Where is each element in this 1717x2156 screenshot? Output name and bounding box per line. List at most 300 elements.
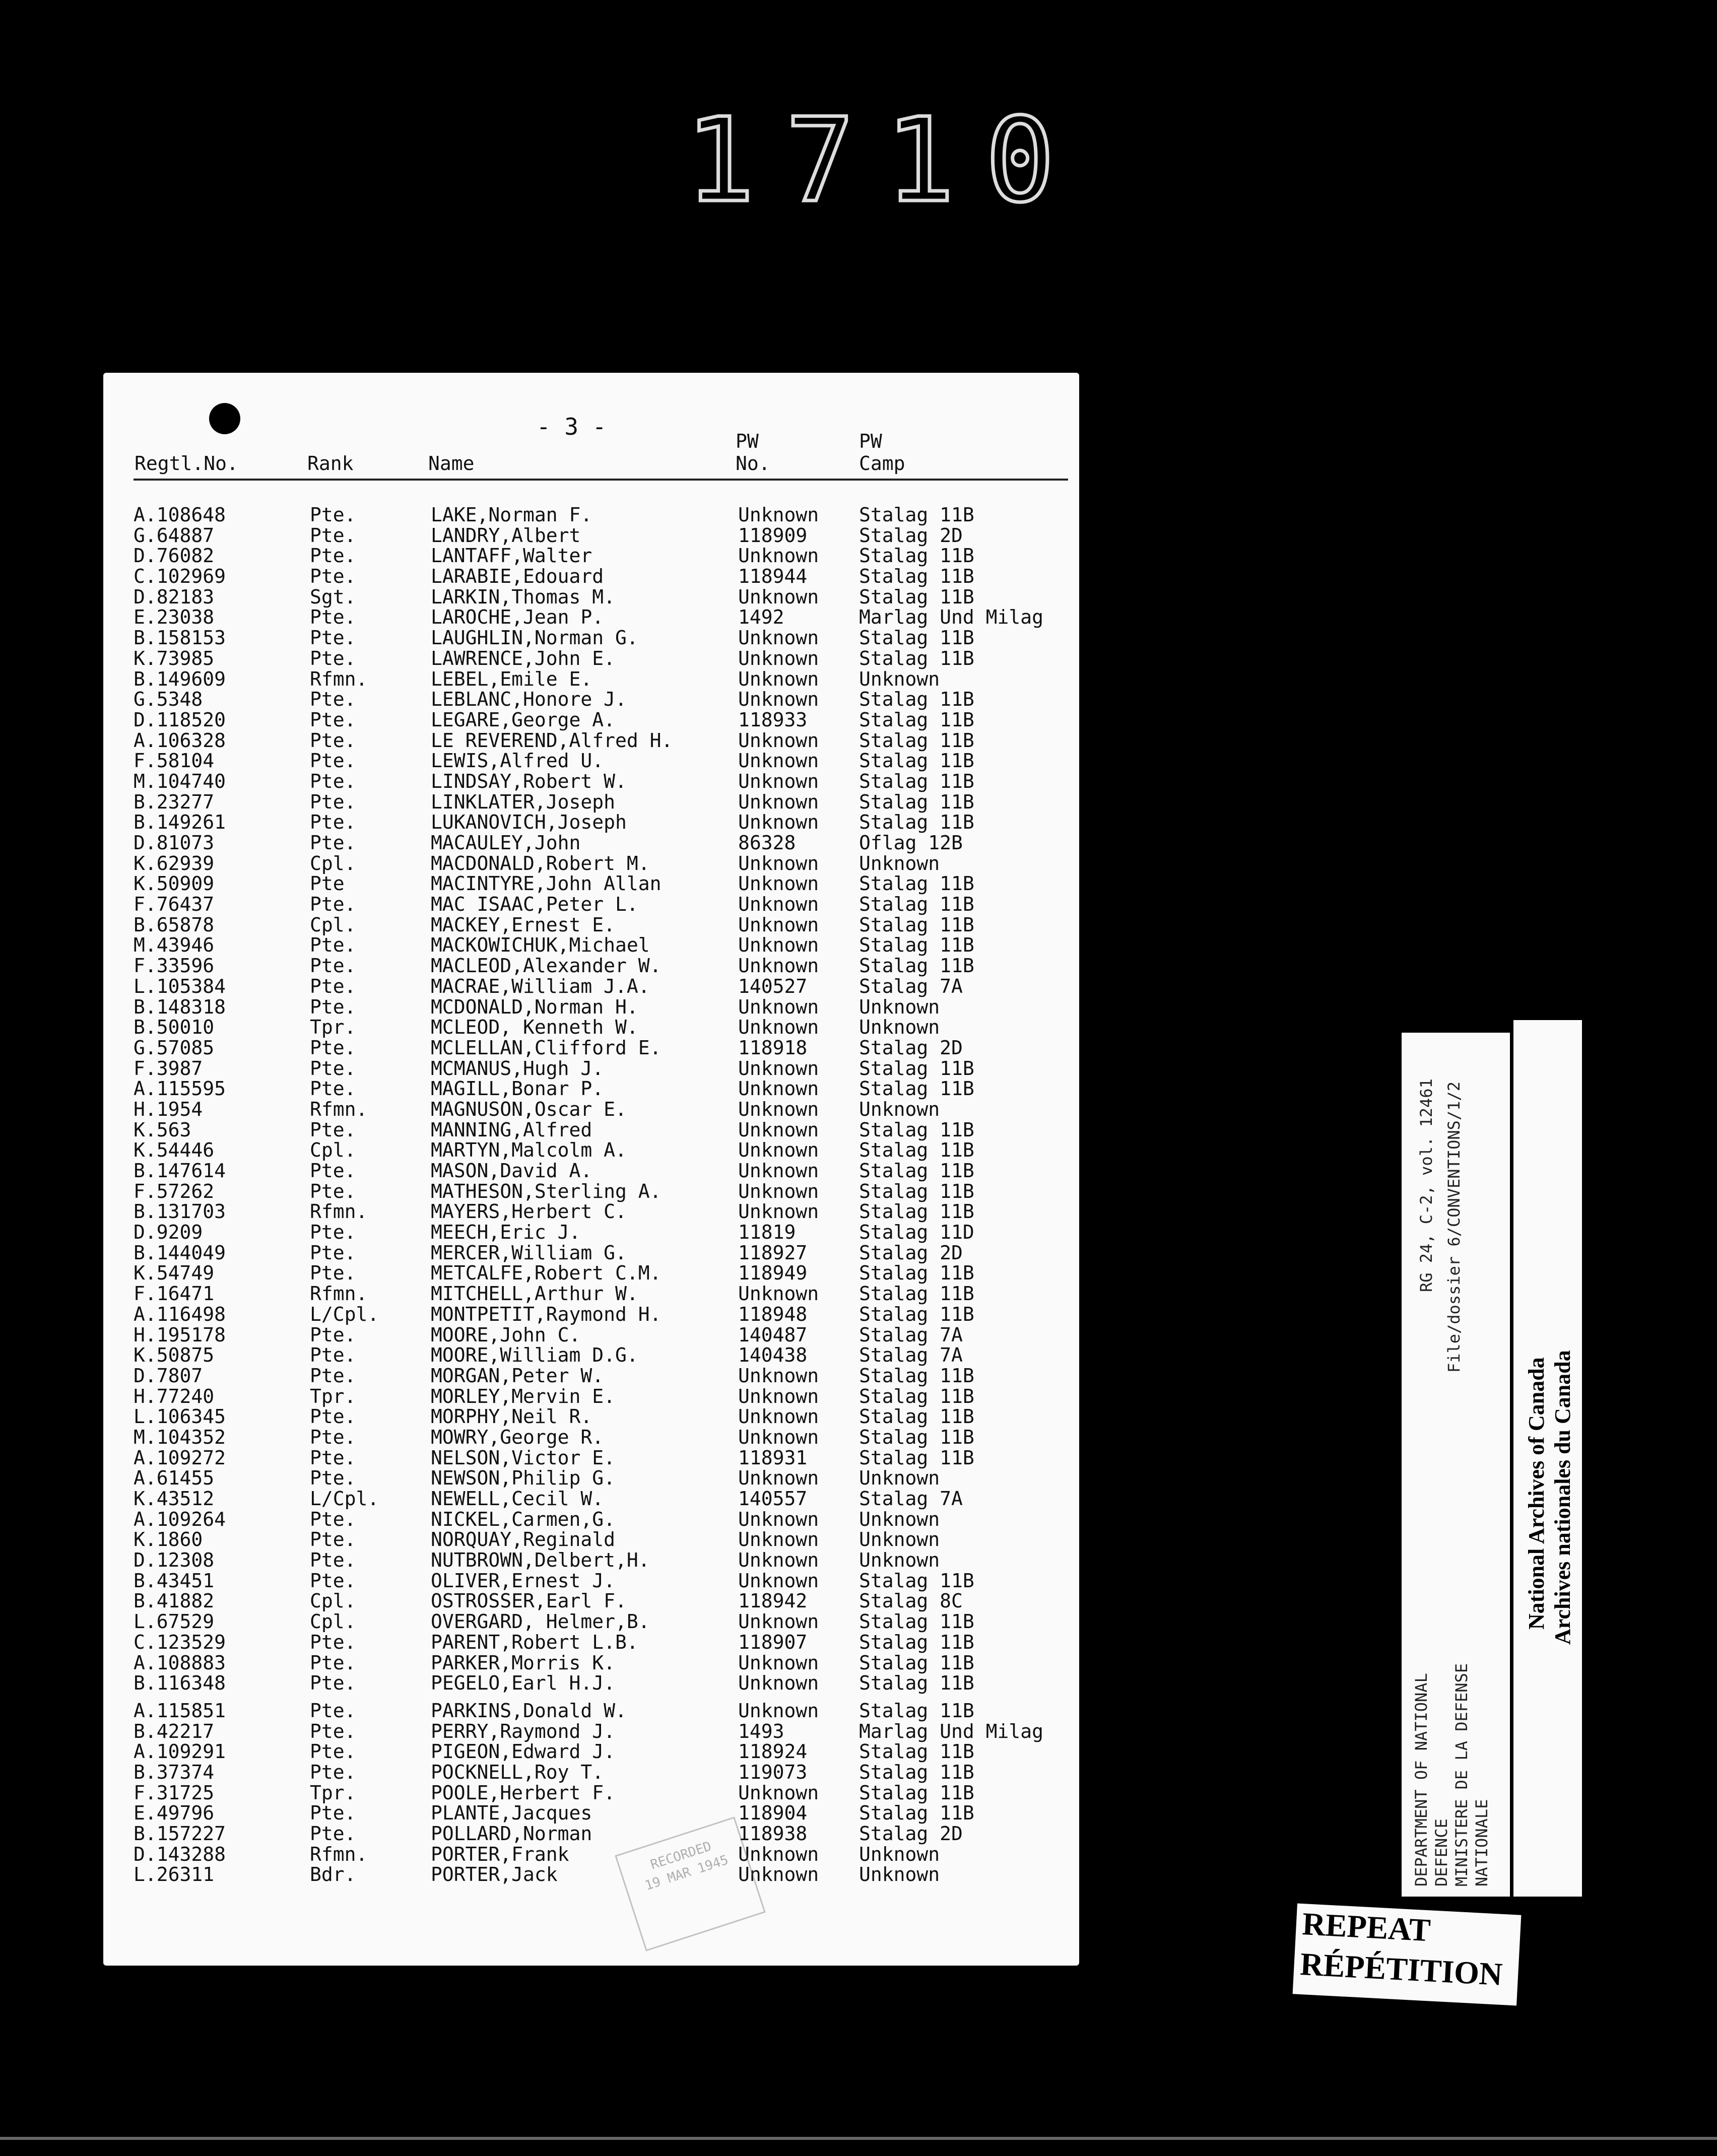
pw-camp-cell: Stalag 11B	[859, 1651, 974, 1674]
pw-camp-cell: Stalag 11B	[859, 790, 974, 813]
name-cell: OVERGARD, Helmer,B.	[431, 1610, 650, 1633]
pw-camp-cell: Stalag 11B	[859, 565, 974, 588]
rank-cell: Pte.	[310, 1761, 356, 1783]
regtl-no-cell: A.115851	[134, 1699, 226, 1722]
pw-no-cell: Unknown	[738, 627, 819, 649]
pw-camp-cell: Stalag 11B	[859, 729, 974, 752]
regtl-no-cell: K.1860	[134, 1528, 203, 1551]
pw-camp-cell: Stalag 11B	[859, 545, 974, 567]
pw-camp-cell: Stalag 11B	[859, 1446, 974, 1469]
name-cell: NICKEL,Carmen,G.	[431, 1508, 616, 1530]
pw-no-cell: Unknown	[738, 893, 819, 916]
pw-no-cell: 140527	[738, 975, 808, 997]
pw-no-cell: Unknown	[738, 1549, 819, 1572]
rank-cell: Pte.	[310, 1405, 356, 1428]
name-cell: MACRAE,William J.A.	[431, 975, 650, 997]
name-cell: LAROCHE,Jean P.	[431, 606, 604, 629]
regtl-no-cell: L.106345	[134, 1405, 226, 1428]
rank-cell: Cpl.	[310, 1590, 356, 1612]
name-cell: LUKANOVICH,Joseph	[431, 811, 627, 834]
pw-camp-cell: Stalag 11B	[859, 770, 974, 792]
rank-cell: Pte.	[310, 1631, 356, 1653]
regtl-no-cell: B.157227	[134, 1823, 226, 1845]
pw-no-cell: 140438	[738, 1344, 808, 1367]
regtl-no-cell: F.16471	[134, 1283, 215, 1305]
rank-cell: Pte.	[310, 729, 356, 752]
name-cell: LINDSAY,Robert W.	[431, 770, 627, 792]
pw-camp-cell: Stalag 11B	[859, 585, 974, 608]
pw-no-cell: 118904	[738, 1802, 808, 1825]
pw-camp-cell: Stalag 11B	[859, 1740, 974, 1763]
name-cell: PORTER,Jack	[431, 1863, 558, 1886]
name-cell: MACINTYRE,John Allan	[431, 872, 662, 895]
archive-dept-en-1: DEPARTMENT OF NATIONAL	[1412, 1673, 1431, 1887]
pw-no-cell: Unknown	[738, 585, 819, 608]
regtl-no-cell: B.158153	[134, 627, 226, 649]
pw-no-cell: 140557	[738, 1488, 808, 1510]
regtl-no-cell: K.43512	[134, 1488, 215, 1510]
name-cell: LARABIE,Edouard	[431, 565, 604, 588]
pw-camp-cell: Stalag 11B	[859, 1262, 974, 1285]
rank-cell: Tpr.	[310, 1385, 356, 1407]
regtl-no-cell: B.43451	[134, 1569, 215, 1592]
pw-camp-cell: Oflag 12B	[859, 832, 963, 854]
regtl-no-cell: M.104352	[134, 1426, 226, 1448]
pw-no-cell: Unknown	[738, 852, 819, 874]
national-archives-label	[1513, 1020, 1582, 1897]
pw-camp-cell: Stalag 11B	[859, 688, 974, 711]
name-cell: MCLELLAN,Clifford E.	[431, 1036, 662, 1059]
regtl-no-cell: B.147614	[134, 1160, 226, 1182]
header-name: Name	[428, 452, 475, 475]
name-cell: MACDONALD,Robert M.	[431, 852, 650, 874]
rank-cell: Pte.	[310, 832, 356, 854]
name-cell: MOORE,John C.	[431, 1323, 581, 1346]
pw-no-cell: 118909	[738, 524, 808, 547]
pw-camp-cell: Stalag 11B	[859, 955, 974, 977]
pw-camp-cell: Stalag 2D	[859, 1036, 963, 1059]
name-cell: MOORE,William D.G.	[431, 1344, 638, 1367]
page-number: - 3 -	[537, 413, 607, 440]
pw-no-cell: Unknown	[738, 1385, 819, 1407]
pw-no-cell: 118933	[738, 708, 808, 731]
regtl-no-cell: A.106328	[134, 729, 226, 752]
name-cell: LEBLANC,Honore J.	[431, 688, 627, 711]
pw-camp-cell: Stalag 11B	[859, 1139, 974, 1162]
regtl-no-cell: B.37374	[134, 1761, 215, 1783]
name-cell: MAGILL,Bonar P.	[431, 1077, 604, 1100]
regtl-no-cell: F.57262	[134, 1180, 215, 1202]
pw-no-cell: Unknown	[738, 667, 819, 690]
rank-cell: Pte.	[310, 1057, 356, 1080]
pw-camp-cell: Stalag 11B	[859, 708, 974, 731]
pw-camp-cell: Stalag 11B	[859, 1699, 974, 1722]
rank-cell: Rfmn.	[310, 1098, 368, 1120]
name-cell: NELSON,Victor E.	[431, 1446, 616, 1469]
regtl-no-cell: H.77240	[134, 1385, 215, 1407]
pw-camp-cell: Stalag 11B	[859, 1118, 974, 1141]
pw-no-cell: Unknown	[738, 1016, 819, 1039]
pw-camp-cell: Stalag 11B	[859, 1569, 974, 1592]
header-regtl-no: Regtl.No.	[135, 452, 238, 475]
rank-cell: Pte.	[310, 524, 356, 547]
pw-no-cell: 118924	[738, 1740, 808, 1763]
rank-cell: Pte.	[310, 934, 356, 957]
name-cell: PARENT,Robert L.B.	[431, 1631, 638, 1653]
pw-camp-cell: Stalag 11B	[859, 934, 974, 957]
pw-no-cell: Unknown	[738, 1569, 819, 1592]
pw-no-cell: Unknown	[738, 1139, 819, 1162]
pw-no-cell: Unknown	[738, 811, 819, 834]
name-cell: MAGNUSON,Oscar E.	[431, 1098, 627, 1120]
rank-cell: Sgt.	[310, 585, 356, 608]
rank-cell: Tpr.	[310, 1016, 356, 1039]
regtl-no-cell: B.131703	[134, 1200, 226, 1223]
regtl-no-cell: A.109264	[134, 1508, 226, 1530]
rank-cell: Tpr.	[310, 1781, 356, 1804]
name-cell: PEGELO,Earl H.J.	[431, 1672, 616, 1695]
pw-camp-cell: Stalag 11B	[859, 1303, 974, 1325]
regtl-no-cell: C.102969	[134, 565, 226, 588]
rank-cell: Pte.	[310, 1221, 356, 1244]
rank-cell: Pte.	[310, 1077, 356, 1100]
rank-cell: Pte.	[310, 1426, 356, 1448]
name-cell: MCLEOD, Kenneth W.	[431, 1016, 638, 1039]
regtl-no-cell: K.73985	[134, 647, 215, 669]
rank-cell: Pte.	[310, 1720, 356, 1742]
rank-cell: Pte.	[310, 1699, 356, 1722]
pw-camp-cell: Stalag 11B	[859, 1364, 974, 1387]
name-cell: LANDRY,Albert	[431, 524, 581, 547]
rank-cell: Pte.	[310, 770, 356, 792]
regtl-no-cell: B.23277	[134, 790, 215, 813]
header-rank: Rank	[307, 452, 354, 475]
pw-camp-cell: Stalag 11B	[859, 1610, 974, 1633]
pw-camp-cell: Stalag 11B	[859, 811, 974, 834]
archive-ref-volume: RG 24, C-2, vol. 12461	[1417, 1079, 1436, 1292]
name-cell: PERRY,Raymond J.	[431, 1720, 616, 1742]
pw-camp-cell: Unknown	[859, 1508, 940, 1530]
name-cell: METCALFE,Robert C.M.	[431, 1262, 662, 1285]
rank-cell: Cpl.	[310, 852, 356, 874]
name-cell: MCDONALD,Norman H.	[431, 995, 638, 1018]
rank-cell: Pte.	[310, 750, 356, 772]
archive-dept-fr-2: NATIONALE	[1472, 1799, 1491, 1887]
pw-no-cell: Unknown	[738, 1077, 819, 1100]
archives-name-fr: Archives nationales du Canada	[1550, 1350, 1575, 1645]
regtl-no-cell: A.61455	[134, 1467, 215, 1490]
pw-no-cell: Unknown	[738, 1467, 819, 1490]
regtl-no-cell: B.65878	[134, 913, 215, 936]
rank-cell: Rfmn.	[310, 1843, 368, 1865]
name-cell: MORPHY,Neil R.	[431, 1405, 592, 1428]
regtl-no-cell: E.23038	[134, 606, 215, 629]
pw-no-cell: 1493	[738, 1720, 784, 1742]
rank-cell: Pte.	[310, 1446, 356, 1469]
name-cell: LEGARE,George A.	[431, 708, 616, 731]
rank-cell: Pte.	[310, 504, 356, 526]
regtl-no-cell: K.62939	[134, 852, 215, 874]
rank-cell: Pte.	[310, 565, 356, 588]
name-cell: MCMANUS,Hugh J.	[431, 1057, 604, 1080]
pw-camp-cell: Stalag 2D	[859, 1241, 963, 1264]
pw-no-cell: Unknown	[738, 995, 819, 1018]
pw-no-cell: Unknown	[738, 1057, 819, 1080]
pw-camp-cell: Marlag Und Milag	[859, 606, 1044, 629]
regtl-no-cell: K.50875	[134, 1344, 215, 1367]
pw-camp-cell: Unknown	[859, 1549, 940, 1572]
name-cell: NORQUAY,Reginald	[431, 1528, 616, 1551]
regtl-no-cell: A.115595	[134, 1077, 226, 1100]
name-cell: POCKNELL,Roy T.	[431, 1761, 604, 1783]
pw-camp-cell: Unknown	[859, 1467, 940, 1490]
archive-dept-en-2: DEFENCE	[1432, 1818, 1451, 1887]
pw-camp-cell: Unknown	[859, 667, 940, 690]
pw-no-cell: Unknown	[738, 1364, 819, 1387]
regtl-no-cell: G.57085	[134, 1036, 215, 1059]
rank-cell: Pte.	[310, 688, 356, 711]
pw-camp-cell: Stalag 2D	[859, 524, 963, 547]
pw-camp-cell: Stalag 11B	[859, 1761, 974, 1783]
regtl-no-cell: L.67529	[134, 1610, 215, 1633]
pw-camp-cell: Stalag 11B	[859, 1781, 974, 1804]
rank-cell: Pte.	[310, 1651, 356, 1674]
pw-camp-cell: Stalag 11B	[859, 893, 974, 916]
pw-no-cell: Unknown	[738, 1699, 819, 1722]
regtl-no-cell: K.50909	[134, 872, 215, 895]
pw-camp-cell: Unknown	[859, 852, 940, 874]
pw-camp-cell: Stalag 7A	[859, 1488, 963, 1510]
regtl-no-cell: F.3987	[134, 1057, 203, 1080]
name-cell: PIGEON,Edward J.	[431, 1740, 616, 1763]
regtl-no-cell: A.109291	[134, 1740, 226, 1763]
pw-camp-cell: Stalag 11B	[859, 1077, 974, 1100]
name-cell: LEWIS,Alfred U.	[431, 750, 604, 772]
rank-cell: Pte.	[310, 1262, 356, 1285]
rank-cell: Pte.	[310, 627, 356, 649]
name-cell: PARKINS,Donald W.	[431, 1699, 627, 1722]
rank-cell: Pte.	[310, 606, 356, 629]
pw-camp-cell: Stalag 11B	[859, 1385, 974, 1407]
rank-cell: Pte.	[310, 955, 356, 977]
pw-camp-cell: Stalag 11B	[859, 504, 974, 526]
rank-cell: Pte.	[310, 1118, 356, 1141]
regtl-no-cell: H.1954	[134, 1098, 203, 1120]
rank-cell: Pte.	[310, 1802, 356, 1825]
rank-cell: Pte.	[310, 1508, 356, 1530]
pw-no-cell: 118931	[738, 1446, 808, 1469]
regtl-no-cell: F.31725	[134, 1781, 215, 1804]
pw-no-cell: Unknown	[738, 934, 819, 957]
pw-no-cell: Unknown	[738, 1118, 819, 1141]
frame-number: 1710	[685, 94, 1085, 228]
regtl-no-cell: B.149609	[134, 667, 226, 690]
repeat-en: REPEAT	[1301, 1906, 1432, 1948]
pw-no-cell: Unknown	[738, 1405, 819, 1428]
rank-cell: Pte.	[310, 1323, 356, 1346]
rank-cell: Pte.	[310, 1740, 356, 1763]
name-cell: PLANTE,Jacques	[431, 1802, 592, 1825]
rank-cell: Pte.	[310, 975, 356, 997]
name-cell: NEWSON,Philip G.	[431, 1467, 616, 1490]
pw-camp-cell: Unknown	[859, 1016, 940, 1039]
regtl-no-cell: M.43946	[134, 934, 215, 957]
pw-camp-cell: Unknown	[859, 1528, 940, 1551]
regtl-no-cell: L.26311	[134, 1863, 215, 1886]
regtl-no-cell: H.195178	[134, 1323, 226, 1346]
name-cell: NEWELL,Cecil W.	[431, 1488, 604, 1510]
name-cell: MORLEY,Mervin E.	[431, 1385, 616, 1407]
pw-no-cell: Unknown	[738, 1528, 819, 1551]
pw-no-cell: 118907	[738, 1631, 808, 1653]
pw-camp-cell: Stalag 7A	[859, 1323, 963, 1346]
pw-camp-cell: Stalag 11B	[859, 1180, 974, 1202]
rank-cell: Rfmn.	[310, 667, 368, 690]
pw-no-cell: Unknown	[738, 729, 819, 752]
pw-camp-cell: Stalag 11B	[859, 1672, 974, 1695]
name-cell: LANTAFF,Walter	[431, 545, 592, 567]
pw-no-cell: Unknown	[738, 1283, 819, 1305]
archive-ref-file: File/dossier 6/CONVENTIONS/1/2	[1444, 1082, 1464, 1373]
name-cell: LAKE,Norman F.	[431, 504, 592, 526]
pw-camp-cell: Stalag 11B	[859, 647, 974, 669]
pw-no-cell: Unknown	[738, 1672, 819, 1695]
pw-no-cell: 118944	[738, 565, 808, 588]
regtl-no-cell: D.82183	[134, 585, 215, 608]
pw-no-cell: Unknown	[738, 955, 819, 977]
pw-no-cell: Unknown	[738, 1651, 819, 1674]
name-cell: MAC ISAAC,Peter L.	[431, 893, 638, 916]
pw-no-cell: 140487	[738, 1323, 808, 1346]
pw-no-cell: Unknown	[738, 1863, 819, 1886]
regtl-no-cell: G.64887	[134, 524, 215, 547]
regtl-no-cell: B.149261	[134, 811, 226, 834]
repeat-label	[1293, 1903, 1522, 2005]
rank-cell: Pte.	[310, 1160, 356, 1182]
name-cell: MARTYN,Malcolm A.	[431, 1139, 627, 1162]
regtl-no-cell: K.54446	[134, 1139, 215, 1162]
pw-camp-cell: Unknown	[859, 1098, 940, 1120]
rank-cell: Pte.	[310, 708, 356, 731]
rank-cell: L/Cpl.	[310, 1488, 379, 1510]
document-page	[103, 373, 1079, 1966]
regtl-no-cell: F.76437	[134, 893, 215, 916]
rank-cell: Bdr.	[310, 1863, 356, 1886]
pw-camp-cell: Unknown	[859, 995, 940, 1018]
rank-cell: Rfmn.	[310, 1200, 368, 1223]
pw-no-cell: Unknown	[738, 1843, 819, 1865]
rank-cell: Pte	[310, 872, 345, 895]
pw-no-cell: Unknown	[738, 545, 819, 567]
regtl-no-cell: C.123529	[134, 1631, 226, 1653]
regtl-no-cell: K.54749	[134, 1262, 215, 1285]
header-rule	[134, 479, 1068, 481]
pw-no-cell: 118918	[738, 1036, 808, 1059]
pw-camp-cell: Stalag 11B	[859, 1405, 974, 1428]
name-cell: LEBEL,Emile E.	[431, 667, 592, 690]
pw-no-cell: Unknown	[738, 647, 819, 669]
rank-cell: Cpl.	[310, 1610, 356, 1633]
rank-cell: Pte.	[310, 1241, 356, 1264]
regtl-no-cell: A.116498	[134, 1303, 226, 1325]
rank-cell: Pte.	[310, 811, 356, 834]
pw-camp-cell: Stalag 11B	[859, 1200, 974, 1223]
pw-no-cell: 118942	[738, 1590, 808, 1612]
archive-reference-label	[1402, 1033, 1510, 1897]
pw-camp-cell: Unknown	[859, 1863, 940, 1886]
name-cell: MEECH,Eric J.	[431, 1221, 581, 1244]
name-cell: MANNING,Alfred	[431, 1118, 592, 1141]
name-cell: MOWRY,George R.	[431, 1426, 604, 1448]
regtl-no-cell: K.563	[134, 1118, 191, 1141]
pw-no-cell: Unknown	[738, 1781, 819, 1804]
name-cell: MITCHELL,Arthur W.	[431, 1283, 638, 1305]
name-cell: LAWRENCE,John E.	[431, 647, 616, 669]
pw-no-cell: Unknown	[738, 770, 819, 792]
rank-cell: Pte.	[310, 1569, 356, 1592]
pw-camp-cell: Stalag 11B	[859, 750, 974, 772]
pw-camp-cell: Stalag 11B	[859, 1802, 974, 1825]
rank-cell: Pte.	[310, 1823, 356, 1845]
regtl-no-cell: A.108648	[134, 504, 226, 526]
pw-no-cell: 118948	[738, 1303, 808, 1325]
rank-cell: Pte.	[310, 1672, 356, 1695]
regtl-no-cell: D.118520	[134, 708, 226, 731]
regtl-no-cell: B.148318	[134, 995, 226, 1018]
pw-camp-cell: Stalag 8C	[859, 1590, 963, 1612]
name-cell: MONTPETIT,Raymond H.	[431, 1303, 662, 1325]
pw-no-cell: Unknown	[738, 913, 819, 936]
regtl-no-cell: E.49796	[134, 1802, 215, 1825]
rank-cell: L/Cpl.	[310, 1303, 379, 1325]
pw-no-cell: Unknown	[738, 872, 819, 895]
name-cell: LAUGHLIN,Norman G.	[431, 627, 638, 649]
rank-cell: Pte.	[310, 647, 356, 669]
rank-cell: Pte.	[310, 1528, 356, 1551]
pw-no-cell: Unknown	[738, 1098, 819, 1120]
name-cell: MORGAN,Peter W.	[431, 1364, 604, 1387]
pw-camp-cell: Stalag 11B	[859, 1426, 974, 1448]
name-cell: POOLE,Herbert F.	[431, 1781, 616, 1804]
regtl-no-cell: F.58104	[134, 750, 215, 772]
name-cell: PARKER,Morris K.	[431, 1651, 616, 1674]
pw-camp-cell: Unknown	[859, 1843, 940, 1865]
pw-camp-cell: Stalag 11B	[859, 1160, 974, 1182]
rank-cell: Pte.	[310, 1549, 356, 1572]
regtl-no-cell: L.105384	[134, 975, 226, 997]
pw-camp-cell: Stalag 11B	[859, 627, 974, 649]
name-cell: LINKLATER,Joseph	[431, 790, 616, 813]
regtl-no-cell: B.50010	[134, 1016, 215, 1039]
archive-dept-fr-1: MINISTERE DE LA DEFENSE	[1452, 1663, 1471, 1887]
punch-hole	[209, 403, 240, 434]
pw-no-cell: 11819	[738, 1221, 796, 1244]
regtl-no-cell: B.42217	[134, 1720, 215, 1742]
name-cell: OSTROSSER,Earl F.	[431, 1590, 627, 1612]
rank-cell: Pte.	[310, 1364, 356, 1387]
name-cell: NUTBROWN,Delbert,H.	[431, 1549, 650, 1572]
pw-no-cell: 119073	[738, 1761, 808, 1783]
rank-cell: Rfmn.	[310, 1283, 368, 1305]
header-pw-camp: PW Camp	[859, 430, 905, 475]
pw-camp-cell: Stalag 2D	[859, 1823, 963, 1845]
pw-no-cell: Unknown	[738, 750, 819, 772]
regtl-no-cell: B.144049	[134, 1241, 226, 1264]
pw-camp-cell: Stalag 11B	[859, 872, 974, 895]
rank-cell: Pte.	[310, 1180, 356, 1202]
regtl-no-cell: D.76082	[134, 545, 215, 567]
pw-camp-cell: Marlag Und Milag	[859, 1720, 1044, 1742]
